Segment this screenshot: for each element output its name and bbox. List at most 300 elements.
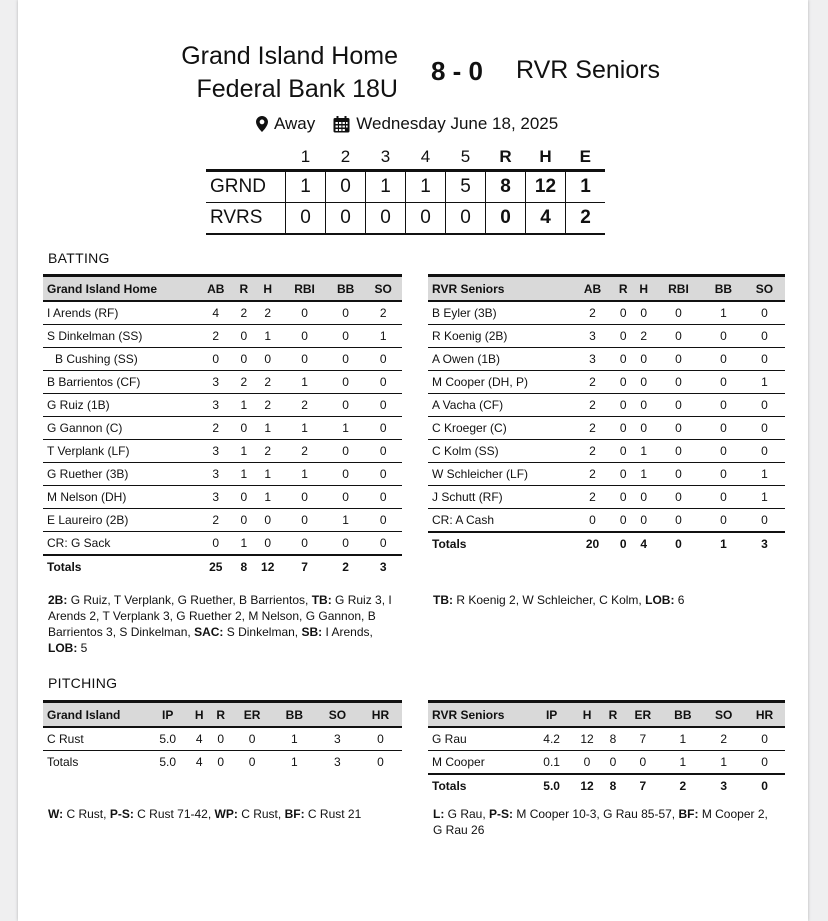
- linescore-errors: 2: [566, 203, 606, 235]
- linescore-col: 5: [460, 147, 471, 166]
- stat-cell: 0: [364, 463, 402, 486]
- stat-cell: 0: [282, 348, 327, 371]
- player-name: C Kroeger (C): [428, 417, 572, 440]
- stat-cell: 1: [253, 417, 282, 440]
- totals-cell: 0: [619, 537, 627, 551]
- stat-cell: 2: [634, 325, 655, 348]
- player-name: R Koenig (2B): [428, 325, 572, 348]
- box-column-header: AB: [572, 276, 613, 302]
- stat-cell: 0: [634, 394, 655, 417]
- stat-cell: 0: [634, 348, 655, 371]
- player-name: T Verplank (LF): [43, 440, 197, 463]
- player-row: [428, 486, 785, 509]
- box-score-page: [18, 0, 808, 921]
- stat-cell: 2: [572, 301, 613, 325]
- totals-row: [428, 532, 785, 555]
- player-row: [43, 440, 402, 463]
- home-team-name-line1: Grand Island Home: [181, 42, 398, 70]
- away-batting-table: [428, 274, 785, 555]
- player-row: [43, 394, 402, 417]
- totals-cell: 8: [609, 779, 617, 793]
- stat-cell: 1: [235, 463, 254, 486]
- box-column-header: H: [253, 276, 282, 302]
- box-column-header: R: [235, 276, 254, 302]
- stat-cell: 0: [364, 440, 402, 463]
- box-column-header: AB: [197, 276, 235, 302]
- note-text: C Rust,: [66, 807, 107, 821]
- note-text: M Cooper 10-3, G Rau 85-57,: [516, 807, 676, 821]
- note-text: C Rust,: [241, 807, 282, 821]
- linescore-runs: 8: [486, 171, 526, 203]
- linescore-hits: 4: [526, 203, 566, 235]
- box-column-header: IP: [147, 702, 188, 728]
- totals-cell: 0: [217, 755, 225, 769]
- box-column-header: H: [634, 276, 655, 302]
- stat-cell: 0: [613, 301, 634, 325]
- stat-cell: 1: [273, 727, 316, 751]
- note-text: 6: [677, 593, 685, 607]
- box-column-header: R: [613, 276, 634, 302]
- stat-cell: 0: [703, 509, 744, 533]
- stat-cell: 0: [235, 486, 254, 509]
- totals-cell: 12: [580, 779, 594, 793]
- stat-cell: 0: [634, 417, 655, 440]
- stat-cell: 0: [253, 348, 282, 371]
- stat-cell: 0: [613, 440, 634, 463]
- player-row: [43, 727, 402, 751]
- linescore-errors: 1: [566, 171, 606, 203]
- stat-cell: 0: [613, 417, 634, 440]
- stat-cell: 2: [253, 371, 282, 394]
- linescore-col: 4: [420, 147, 431, 166]
- linescore-hits: 12: [526, 171, 566, 203]
- stat-cell: 0: [703, 417, 744, 440]
- player-row: [43, 509, 402, 532]
- linescore-col: 1: [300, 147, 311, 166]
- linescore-row-away: [206, 203, 605, 235]
- totals-cell: 3: [379, 560, 387, 574]
- stat-cell: 4.2: [532, 727, 571, 751]
- stat-cell: 0: [327, 371, 365, 394]
- note-label: LOB:: [48, 641, 78, 655]
- stat-cell: 0: [231, 727, 272, 751]
- stat-cell: 12: [571, 727, 602, 751]
- player-name: G Ruiz (1B): [43, 394, 197, 417]
- stat-cell: 0: [282, 301, 327, 325]
- stat-cell: 2: [197, 417, 235, 440]
- stat-cell: 2: [572, 440, 613, 463]
- stat-cell: 0: [364, 371, 402, 394]
- stat-cell: 1: [364, 325, 402, 348]
- box-header-row: [428, 702, 785, 728]
- totals-row: [428, 774, 785, 797]
- totals-cell: 1: [720, 537, 727, 551]
- stat-cell: 3: [197, 463, 235, 486]
- player-name: C Rust: [43, 727, 147, 751]
- stat-cell: 2: [364, 301, 402, 325]
- stat-cell: 2: [253, 394, 282, 417]
- stat-cell: 0: [744, 751, 785, 775]
- box-column-header: H: [188, 702, 210, 728]
- totals-cell: 1: [290, 755, 298, 769]
- box-column-header: RBI: [654, 276, 703, 302]
- player-row: [43, 417, 402, 440]
- stat-cell: 2: [572, 371, 613, 394]
- player-name: S Dinkelman (SS): [43, 325, 197, 348]
- stat-cell: 0: [744, 727, 785, 751]
- totals-cell: 7: [639, 779, 647, 793]
- linescore-team: GRND: [210, 176, 266, 197]
- stat-cell: 1: [744, 371, 785, 394]
- stat-cell: 0: [703, 486, 744, 509]
- totals-cell: 3: [720, 779, 728, 793]
- stat-cell: 2: [572, 417, 613, 440]
- away-pitching-notes: [433, 806, 778, 838]
- stat-cell: 1: [235, 394, 254, 417]
- stat-cell: 1: [744, 486, 785, 509]
- stat-cell: 0: [364, 486, 402, 509]
- linescore-inning: 0: [326, 171, 366, 203]
- stat-cell: 1: [634, 440, 655, 463]
- stat-cell: 0: [623, 751, 662, 775]
- stat-cell: 0: [703, 463, 744, 486]
- stat-cell: 0: [654, 394, 703, 417]
- linescore-col-runs: R: [499, 147, 512, 166]
- stat-cell: 0: [197, 532, 235, 556]
- box-column-header: IP: [532, 702, 571, 728]
- note-text: C Rust 71-42,: [137, 807, 212, 821]
- totals-cell: 4: [640, 537, 648, 551]
- player-name: G Gannon (C): [43, 417, 197, 440]
- stat-cell: 0: [197, 348, 235, 371]
- player-name: CR: G Sack: [43, 532, 197, 556]
- stat-cell: 0: [703, 371, 744, 394]
- player-row: [43, 371, 402, 394]
- stat-cell: 3: [197, 440, 235, 463]
- note-text: M Cooper 2, G Rau 26: [433, 807, 768, 837]
- stat-cell: 3: [197, 394, 235, 417]
- stat-cell: 2: [197, 509, 235, 532]
- player-row: [43, 486, 402, 509]
- box-column-header: SO: [703, 702, 744, 728]
- player-name: B Barrientos (CF): [43, 371, 197, 394]
- player-row: [428, 509, 785, 533]
- player-name: B Cushing (SS): [43, 348, 197, 371]
- linescore-col: 3: [380, 147, 391, 166]
- player-name: A Owen (1B): [428, 348, 572, 371]
- stat-cell: 0: [613, 486, 634, 509]
- totals-label: Totals: [47, 755, 79, 769]
- stat-cell: 2: [235, 301, 254, 325]
- box-team-header: Grand Island Home: [43, 276, 197, 302]
- away-team-name: RVR Seniors: [516, 56, 661, 84]
- linescore-inning: 0: [446, 203, 486, 235]
- stat-cell: 0: [327, 532, 365, 556]
- stat-cell: 0: [235, 325, 254, 348]
- player-row: [43, 463, 402, 486]
- stat-cell: 0: [603, 751, 623, 775]
- player-row: [428, 325, 785, 348]
- player-row: [43, 301, 402, 325]
- totals-cell: 2: [342, 560, 349, 574]
- location-pin-icon: [256, 116, 268, 132]
- stat-cell: 0: [703, 325, 744, 348]
- player-name: W Schleicher (LF): [428, 463, 572, 486]
- stat-cell: 0: [282, 532, 327, 556]
- note-text: G Ruiz, T Verplank, G Ruether, B Barrientos,: [70, 593, 309, 607]
- stat-cell: 2: [253, 440, 282, 463]
- totals-cell: 0: [675, 537, 682, 551]
- stat-cell: 0: [364, 348, 402, 371]
- note-label: P-S:: [489, 807, 514, 821]
- player-row: [428, 417, 785, 440]
- stat-cell: 2: [572, 486, 613, 509]
- pitching-section-title: PITCHING: [48, 675, 118, 691]
- stat-cell: 5.0: [147, 727, 188, 751]
- stat-cell: 0: [654, 417, 703, 440]
- stat-cell: 0: [654, 440, 703, 463]
- stat-cell: 0: [282, 486, 327, 509]
- stat-cell: 0: [210, 727, 232, 751]
- stat-cell: 2: [282, 440, 327, 463]
- box-column-header: SO: [316, 702, 359, 728]
- stat-cell: 0: [634, 301, 655, 325]
- linescore-inning: 1: [286, 171, 326, 203]
- home-team-name-line2: Federal Bank 18U: [196, 75, 398, 103]
- note-label: BF:: [678, 807, 699, 821]
- stat-cell: 0: [654, 486, 703, 509]
- note-label: BF:: [284, 807, 305, 821]
- stat-cell: 4: [197, 301, 235, 325]
- stat-cell: 1: [662, 727, 703, 751]
- box-column-header: HR: [359, 702, 402, 728]
- game-location: Away: [274, 114, 316, 133]
- linescore-inning: 0: [326, 203, 366, 235]
- note-label: SAC:: [194, 625, 224, 639]
- linescore-row-home: [206, 171, 605, 203]
- box-column-header: SO: [744, 276, 785, 302]
- box-column-header: BB: [703, 276, 744, 302]
- linescore-col-hits: H: [539, 147, 552, 166]
- box-column-header: ER: [231, 702, 272, 728]
- player-name: E Laureiro (2B): [43, 509, 197, 532]
- box-column-header: ER: [623, 702, 662, 728]
- stat-cell: 2: [235, 371, 254, 394]
- stat-cell: 0: [613, 371, 634, 394]
- stat-cell: 0: [703, 394, 744, 417]
- stat-cell: 0: [364, 532, 402, 556]
- away-batting-notes: [433, 592, 783, 608]
- stat-cell: 0: [364, 417, 402, 440]
- stat-cell: 0: [613, 325, 634, 348]
- stat-cell: 1: [327, 417, 365, 440]
- stat-cell: 1: [253, 463, 282, 486]
- stat-cell: 0: [744, 509, 785, 533]
- linescore-inning: 0: [366, 203, 406, 235]
- stat-cell: 3: [572, 348, 613, 371]
- note-label: TB:: [311, 593, 332, 607]
- player-name: G Ruether (3B): [43, 463, 197, 486]
- player-row: [43, 348, 402, 371]
- stat-cell: 0: [613, 463, 634, 486]
- totals-row: [43, 555, 402, 578]
- stat-cell: 0: [235, 509, 254, 532]
- stat-cell: 0.1: [532, 751, 571, 775]
- stat-cell: 2: [703, 727, 744, 751]
- note-label: W:: [48, 807, 64, 821]
- box-column-header: H: [571, 702, 602, 728]
- stat-cell: 4: [188, 727, 210, 751]
- box-team-header: RVR Seniors: [428, 276, 572, 302]
- note-label: SB:: [301, 625, 323, 639]
- stat-cell: 0: [744, 348, 785, 371]
- stat-cell: 0: [654, 463, 703, 486]
- box-header-row: [43, 702, 402, 728]
- linescore-header-row: [206, 145, 605, 171]
- stat-cell: 3: [316, 727, 359, 751]
- linescore-team: RVRS: [210, 207, 263, 228]
- stat-cell: 1: [282, 417, 327, 440]
- player-row: [43, 532, 402, 556]
- note-label: 2B:: [48, 593, 68, 607]
- player-name: M Cooper (DH, P): [428, 371, 572, 394]
- box-column-header: R: [210, 702, 232, 728]
- note-label: P-S:: [109, 807, 134, 821]
- box-column-header: R: [603, 702, 623, 728]
- player-row: [428, 371, 785, 394]
- player-row: [428, 751, 785, 775]
- stat-cell: 0: [327, 348, 365, 371]
- stat-cell: 0: [282, 509, 327, 532]
- stat-cell: 0: [654, 371, 703, 394]
- note-label: TB:: [433, 593, 453, 607]
- player-name: B Eyler (3B): [428, 301, 572, 325]
- stat-cell: 0: [634, 509, 655, 533]
- totals-cell: 3: [334, 755, 341, 769]
- stat-cell: 0: [327, 301, 365, 325]
- final-score: 8 - 0: [430, 56, 484, 86]
- box-column-header: HR: [744, 702, 785, 728]
- linescore-inning: 5: [446, 171, 486, 203]
- note-text: C Rust 21: [307, 807, 362, 821]
- stat-cell: 1: [662, 751, 703, 775]
- note-text: S Dinkelman,: [226, 625, 299, 639]
- stat-cell: 3: [572, 325, 613, 348]
- stat-cell: 1: [634, 463, 655, 486]
- stat-cell: 0: [327, 486, 365, 509]
- box-header-row: [43, 276, 402, 302]
- stat-cell: 0: [744, 440, 785, 463]
- stat-cell: 0: [634, 486, 655, 509]
- player-row: [428, 440, 785, 463]
- player-row: [428, 727, 785, 751]
- totals-cell: 8: [240, 560, 248, 574]
- totals-row: [43, 751, 402, 774]
- player-row: [428, 348, 785, 371]
- stat-cell: 0: [703, 348, 744, 371]
- stat-cell: 2: [253, 301, 282, 325]
- box-header-row: [428, 276, 785, 302]
- home-team-name: [148, 40, 398, 106]
- box-column-header: SO: [364, 276, 402, 302]
- stat-cell: 0: [253, 509, 282, 532]
- home-batting-table: [43, 274, 402, 578]
- stat-cell: 0: [744, 301, 785, 325]
- totals-cell: 3: [761, 537, 768, 551]
- stat-cell: 3: [197, 486, 235, 509]
- stat-cell: 0: [327, 440, 365, 463]
- stat-cell: 0: [703, 440, 744, 463]
- linescore-inning: 1: [366, 171, 406, 203]
- totals-cell: 12: [261, 560, 275, 574]
- totals-cell: 0: [248, 755, 256, 769]
- box-team-header: Grand Island: [43, 702, 147, 728]
- stat-cell: 0: [253, 532, 282, 556]
- stat-cell: 0: [364, 394, 402, 417]
- away-pitching-table: [428, 700, 785, 797]
- stat-cell: 0: [327, 325, 365, 348]
- stat-cell: 0: [744, 325, 785, 348]
- player-row: [428, 301, 785, 325]
- player-name: M Cooper: [428, 751, 532, 775]
- stat-cell: 0: [235, 348, 254, 371]
- box-team-header: RVR Seniors: [428, 702, 532, 728]
- stat-cell: 1: [703, 301, 744, 325]
- note-label: LOB:: [645, 593, 675, 607]
- linescore-col-errors: E: [579, 147, 591, 166]
- stat-cell: 1: [744, 463, 785, 486]
- stat-cell: 0: [327, 394, 365, 417]
- linescore-inning: 0: [406, 203, 446, 235]
- stat-cell: 0: [359, 727, 402, 751]
- stat-cell: 1: [235, 440, 254, 463]
- player-row: [428, 394, 785, 417]
- linescore-corner: [206, 145, 286, 171]
- player-name: M Nelson (DH): [43, 486, 197, 509]
- box-column-header: BB: [662, 702, 703, 728]
- stat-cell: 0: [634, 371, 655, 394]
- stat-cell: 2: [572, 394, 613, 417]
- stat-cell: 2: [572, 463, 613, 486]
- player-name: I Arends (RF): [43, 301, 197, 325]
- totals-cell: 2: [679, 779, 687, 793]
- totals-cell: 20: [585, 537, 600, 551]
- batting-section-title: BATTING: [48, 250, 110, 266]
- stat-cell: 0: [572, 509, 613, 533]
- totals-cell: 5.0: [543, 779, 560, 793]
- player-row: [43, 325, 402, 348]
- linescore-inning: 1: [406, 171, 446, 203]
- linescore-table: [206, 145, 605, 235]
- stat-cell: 0: [613, 348, 634, 371]
- stat-cell: 0: [654, 325, 703, 348]
- player-name: G Rau: [428, 727, 532, 751]
- stat-cell: 0: [744, 417, 785, 440]
- home-batting-notes: [48, 592, 398, 656]
- game-date: Wednesday June 18, 2025: [356, 114, 559, 133]
- totals-cell: 4: [195, 755, 203, 769]
- stat-cell: 0: [654, 348, 703, 371]
- linescore-runs: 0: [486, 203, 526, 235]
- totals-label: Totals: [47, 560, 82, 574]
- player-name: CR: A Cash: [428, 509, 572, 533]
- box-column-header: RBI: [282, 276, 327, 302]
- stat-cell: 2: [282, 394, 327, 417]
- stat-cell: 1: [253, 325, 282, 348]
- player-row: [428, 463, 785, 486]
- stat-cell: 7: [623, 727, 662, 751]
- stat-cell: 1: [235, 532, 254, 556]
